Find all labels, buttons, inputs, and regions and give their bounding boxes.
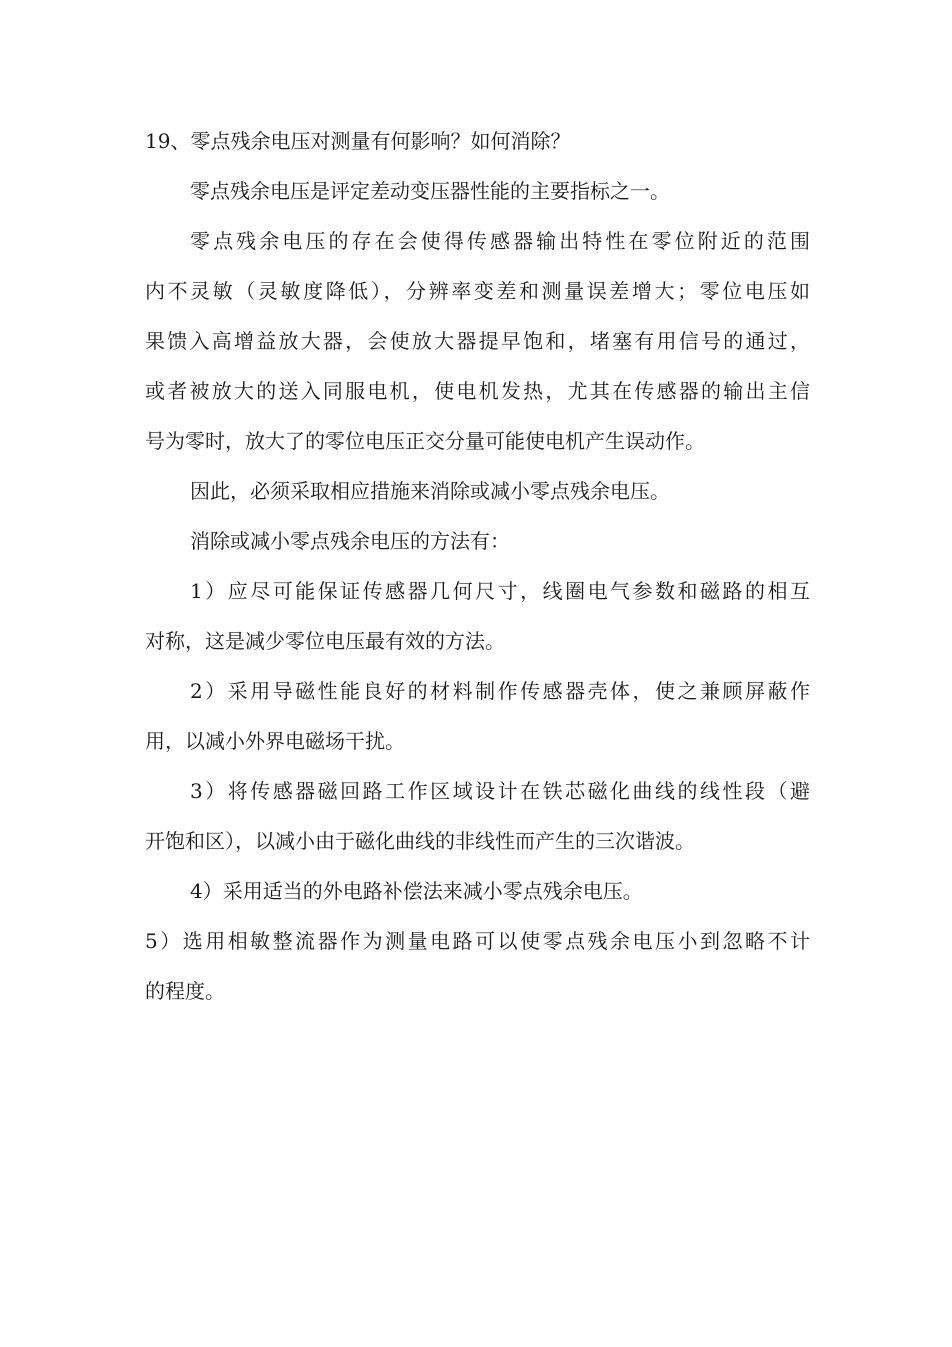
method-5-line-1: 5）选用相敏整流器作为测量电路可以使零点残余电压小到忽略不计: [145, 929, 810, 953]
effect-paragraph-line-5: 号为零时，放大了的零位电压正交分量可能使电机产生误动作。: [145, 429, 705, 453]
methods-heading: 消除或减小零点残余电压的方法有：: [190, 529, 510, 553]
effect-paragraph-line-3: 果馈入高增益放大器，会使放大器提早饱和，堵塞有用信号的通过，: [145, 329, 810, 353]
method-2-line-1: 2）采用导磁性能良好的材料制作传感器壳体，使之兼顾屏蔽作: [190, 679, 810, 703]
method-3-line-2: 开饱和区），以减小由于磁化曲线的非线性而产生的三次谐波。: [145, 829, 695, 853]
effect-paragraph-line-2: 内不灵敏（灵敏度降低），分辨率变差和测量误差增大；零位电压如: [145, 279, 810, 303]
intro-paragraph: 零点残余电压是评定差动变压器性能的主要指标之一。: [190, 179, 670, 203]
method-5-line-2: 的程度。: [145, 979, 225, 1003]
method-3-line-1: 3）将传感器磁回路工作区域设计在铁芯磁化曲线的线性段（避: [190, 779, 810, 803]
effect-paragraph-line-1: 零点残余电压的存在会使得传感器输出特性在零位附近的范围: [190, 229, 810, 253]
conclusion-paragraph: 因此，必须采取相应措施来消除或减小零点残余电压。: [190, 479, 670, 503]
method-2-line-2: 用，以减小外界电磁场干扰。: [145, 729, 405, 753]
method-1-line-2: 对称，这是减少零位电压最有效的方法。: [145, 629, 505, 653]
method-1-line-1: 1）应尽可能保证传感器几何尺寸，线圈电气参数和磁路的相互: [190, 579, 810, 603]
effect-paragraph-line-4: 或者被放大的送入同服电机，使电机发热，尤其在传感器的输出主信: [145, 379, 810, 403]
question-title: 19、零点残余电压对测量有何影响？如何消除？: [145, 129, 571, 153]
method-4-line-1: 4）采用适当的外电路补偿法来减小零点残余电压。: [190, 879, 643, 903]
